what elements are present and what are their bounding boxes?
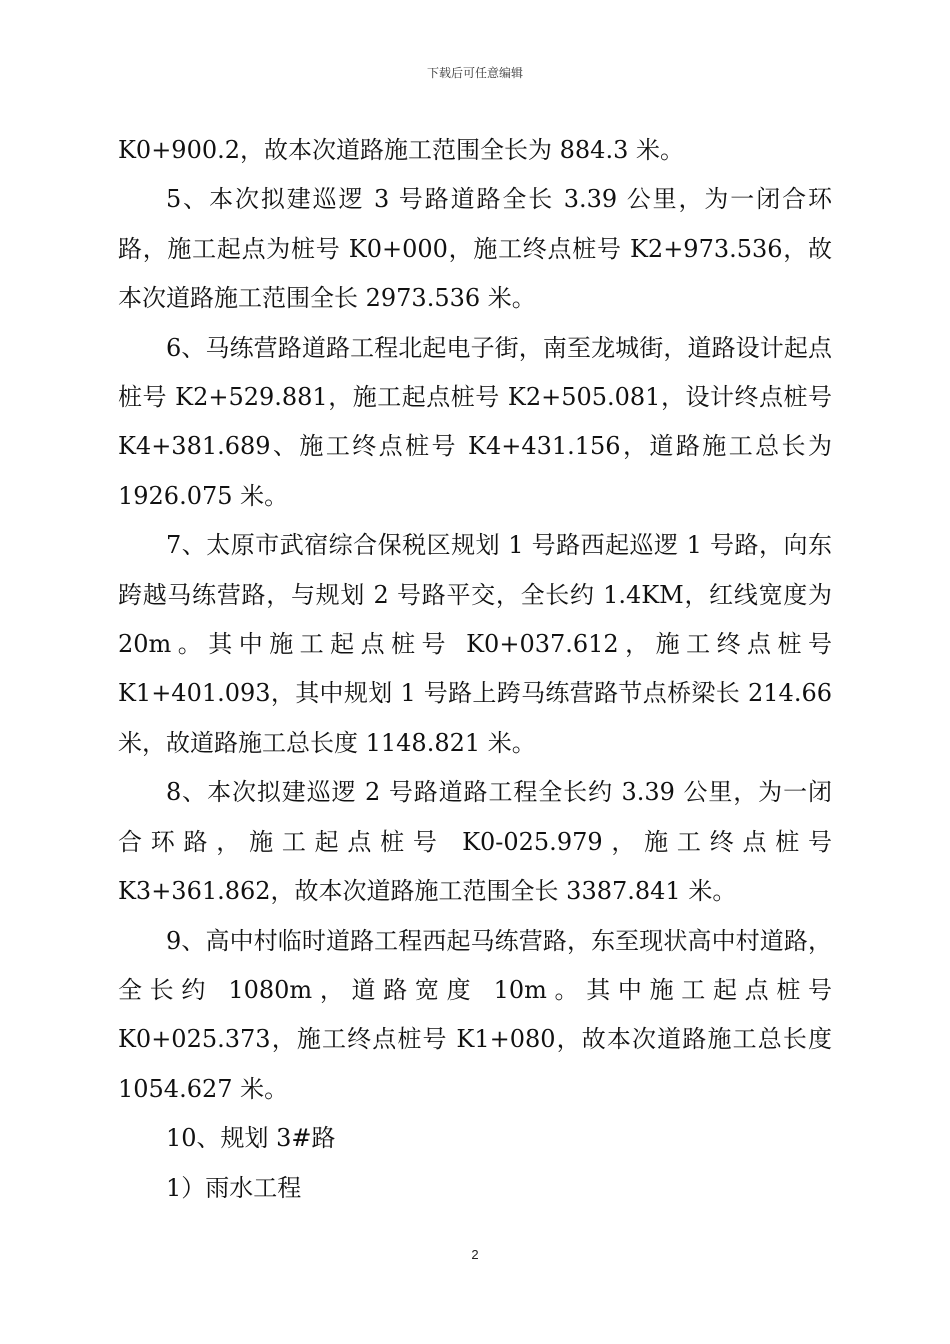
paragraph: K0+900.2，故本次道路施工范围全长为 884.3 米。 <box>118 136 684 164</box>
paragraph: 1）雨水工程 <box>166 1173 302 1202</box>
page-header: 下载后可任意编辑 <box>426 66 523 80</box>
paragraph: 6、马练营路道路工程北起电子街，南至龙城街，道路设计起点桩号 K2+529.881，施工起点桩号 K2+505.081，设计终点桩号 K4+381.689、施工终点桩号 K4+431.156，道路施工总长为 1926.075 米。 <box>118 333 832 510</box>
paragraph: 8、本次拟建巡逻 2 号路道路工程全长约 3.39 公里，为一闭合环路，施工起点桩号 K0-025.979，施工终点桩号 K3+361.862，故本次道路施工范围全长 3387.841 米。 <box>118 778 832 906</box>
paragraph: 7、太原市武宿综合保税区规划 1 号路西起巡逻 1 号路，向东跨越马练营路，与规划 2 号路平交，全长约 1.4KM，红线宽度为 20m。其中施工起点桩号 K0+037.612，施工终点桩号 K1+401.093，其中规划 1 号路上跨马练营路节点桥梁长 214.66 米，故道路施工总长度 1148.821 米。 <box>118 531 832 757</box>
paragraph: 10、规划 3#路 <box>166 1124 336 1153</box>
body-text <box>118 126 832 1213</box>
page-number: 2 <box>471 1247 479 1262</box>
paragraph: 9、高中村临时道路工程西起马练营路，东至现状高中村道路，全长约 1080m，道路宽度 10m。其中施工起点桩号 K0+025.373，施工终点桩号 K1+080，故本次道路施工总长度 1054.627 米。 <box>118 926 832 1103</box>
paragraph: 5、本次拟建巡逻 3 号路道路全长 3.39 公里，为一闭合环路，施工起点为桩号 K0+000，施工终点桩号 K2+973.536，故本次道路施工范围全长 2973.536 米。 <box>118 185 832 313</box>
